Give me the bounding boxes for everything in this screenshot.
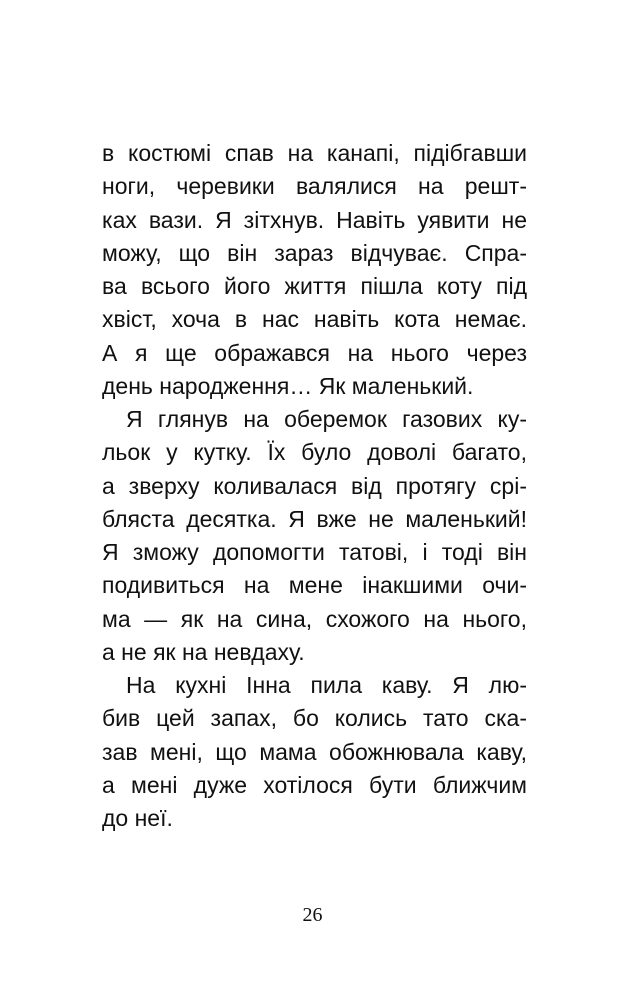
text-line: ва всього його життя пішла коту під xyxy=(102,273,527,299)
text-line: льок у кутку. Їх було доволі багато, xyxy=(102,439,527,466)
text-line: до неї. xyxy=(102,805,173,831)
text-line: ма — як на сина, схожого на нього, xyxy=(102,605,527,632)
text-line: можу, що він зараз відчуває. Спра- xyxy=(102,239,527,266)
paragraph xyxy=(102,669,527,835)
text-line: хвіст, хоча в нас навіть кота немає. xyxy=(102,306,527,333)
text-line: На кухні Інна пила каву. Я лю- xyxy=(126,672,527,698)
text-line: подивиться на мене інакшими очи- xyxy=(102,572,527,599)
page-number: 26 xyxy=(302,904,323,926)
text-line: бляста десятка. Я вже не маленький! xyxy=(102,505,527,532)
text-line: а зверху коливалася від протягу срі- xyxy=(102,472,527,499)
text-line: ноги, черевики валялися на решт- xyxy=(102,173,527,200)
text-line: Я зможу допомогти татові, і тоді він xyxy=(102,539,527,565)
text-line: зав мені, що мама обожнювала каву, xyxy=(102,738,527,765)
text-line: а не як на невдаху. xyxy=(102,638,305,665)
text-line: бив цей запах, бо колись тато ска- xyxy=(102,705,527,732)
text-line: Я глянув на оберемок газових ку- xyxy=(126,406,527,432)
text-line: ках вази. Я зітхнув. Навіть уявити не xyxy=(102,206,527,233)
text-line: в костюмі спав на канапі, підібгавши xyxy=(102,140,527,166)
text-line: день народження… Як маленький. xyxy=(102,372,474,399)
text-line: а мені дуже хотілося бути ближчим xyxy=(102,771,527,798)
paragraph xyxy=(102,137,527,403)
text-line: А я ще ображався на нього через xyxy=(102,339,527,366)
paragraph xyxy=(102,403,527,669)
body-text xyxy=(102,137,527,835)
